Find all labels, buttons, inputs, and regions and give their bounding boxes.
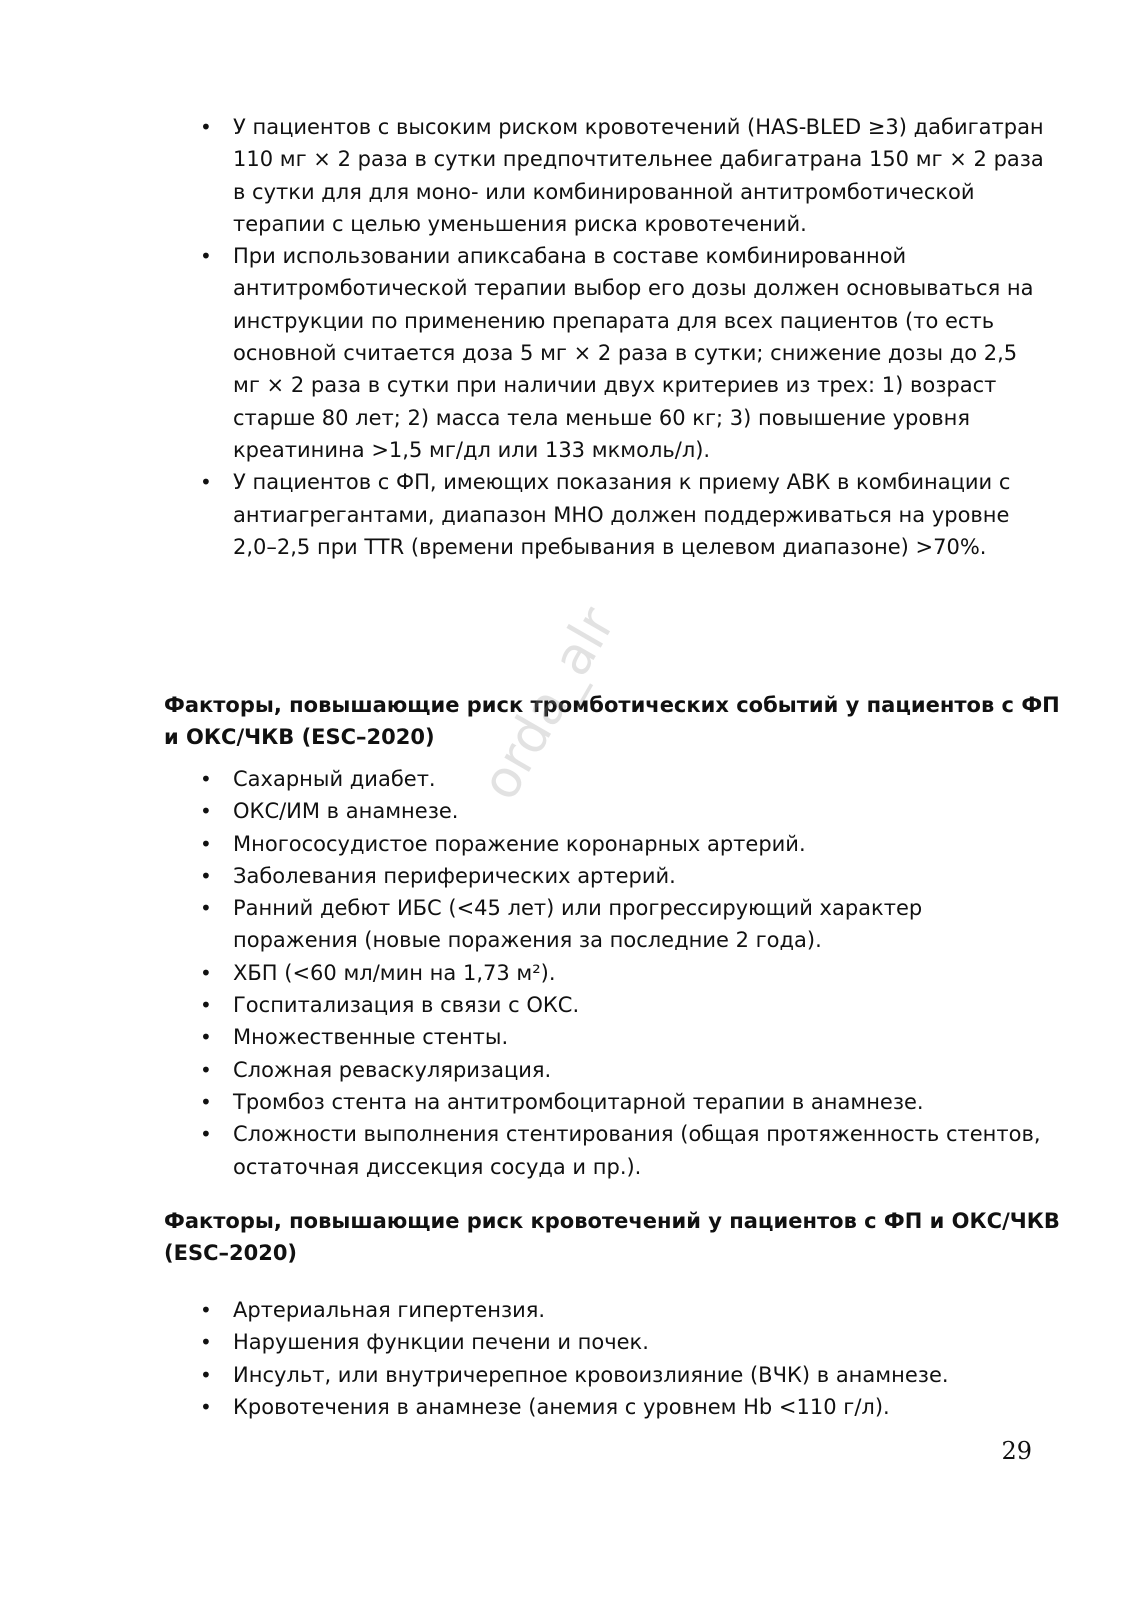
list-item: • Сложная реваскуляризация. (200, 1054, 1050, 1086)
bleeding-risk-factors-list (200, 1294, 1050, 1423)
list-item: • Заболевания периферических артерий. (200, 860, 1050, 892)
list-item: • Инсульт, или внутричерепное кровоизлияние (ВЧК) в анамнезе. (200, 1359, 1050, 1391)
list-item: • Тромбоз стента на антитромбоцитарной терапии в анамнезе. (200, 1086, 1050, 1118)
list-item: • ОКС/ИМ в анамнезе. (200, 795, 1050, 827)
recommendations-list (200, 111, 1050, 563)
list-item: • Многососудистое поражение коронарных артерий. (200, 828, 1050, 860)
watermark: orda_alr (470, 597, 628, 810)
list-item: • Кровотечения в анамнезе (анемия с уровнем Hb <110 г/л). (200, 1391, 1050, 1423)
list-item: • При использовании апиксабана в составе комбинированной антитромботической терапии выбор его дозы должен основываться на инструкции по применению препарата для всех пациентов (то есть основной считается доза 5 мг × 2 раза в сутки; снижение дозы до 2,5 мг × 2 раза в сутки при наличии двух критериев из трех: 1) возраст старше 80 лет; 2) масса тела меньше 60 кг; 3) повышение уровня креатинина >1,5 мг/дл или 133 мкмоль/л). (200, 240, 1050, 466)
list-item: • Сахарный диабет. (200, 763, 1050, 795)
list-item: • Множественные стенты. (200, 1021, 1050, 1053)
list-item: • Госпитализация в связи с ОКС. (200, 989, 1050, 1021)
section-heading-bleeding-risk: Факторы, повышающие риск кровотечений у пациентов с ФП и ОКС/ЧКВ (ESC–2020) (164, 1209, 1060, 1265)
list-item: • У пациентов с ФП, имеющих показания к приему АВК в комбинации с антиагрегантами, диапазон МНО должен поддерживаться на уровне 2,0–2,5 при TTR (времени пребывания в целевом диапазоне) >70%. (200, 466, 1050, 563)
thrombotic-risk-factors-list (200, 763, 1050, 1183)
list-item: • Ранний дебют ИБС (<45 лет) или прогрессирующий характер поражения (новые поражения за последние 2 года). (200, 892, 1050, 957)
list-item: • Артериальная гипертензия. (200, 1294, 1050, 1326)
list-item: • У пациентов с высоким риском кровотечений (HAS-BLED ≥3) дабигатран 110 мг × 2 раза в сутки предпочтительнее дабигатрана 150 мг × 2 раза в сутки для для моно- или комбинированной антитромботической терапии с целью уменьшения риска кровотечений. (200, 111, 1050, 240)
section-heading-thrombotic-risk: Факторы, повышающие риск тромботических событий у пациентов с ФП и ОКС/ЧКВ (ESC–2020) (164, 693, 1060, 749)
list-item: • ХБП (<60 мл/мин на 1,73 м²). (200, 957, 1050, 989)
list-item: • Сложности выполнения стентирования (общая протяженность стентов, остаточная диссекция сосуда и пр.). (200, 1118, 1050, 1183)
page-number: 29 (1001, 1437, 1032, 1465)
list-item: • Нарушения функции печени и почек. (200, 1326, 1050, 1358)
